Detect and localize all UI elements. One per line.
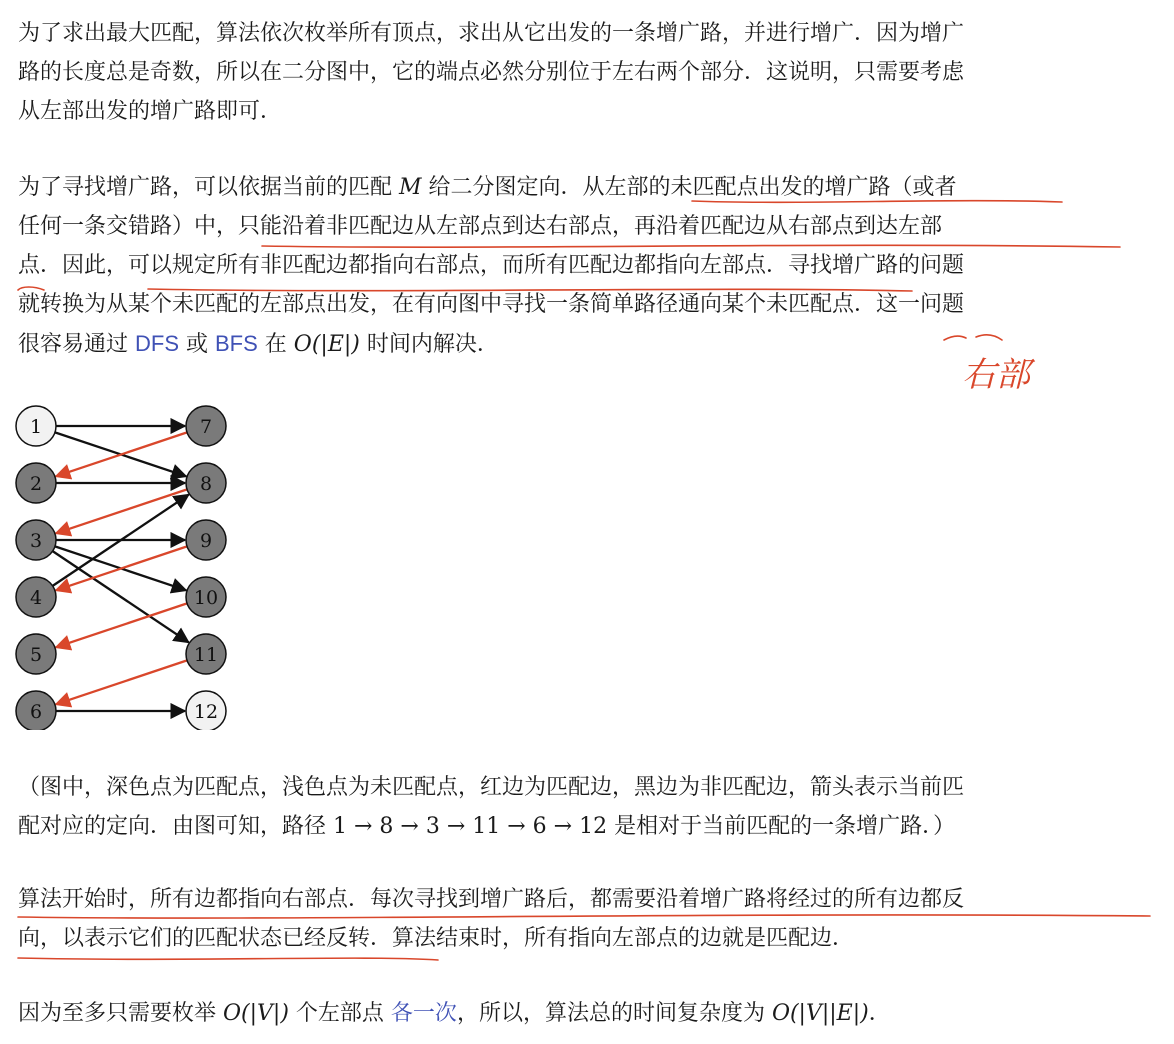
p4-line: 因为至多只需要枚举 O(|V|) 个左部点 各一次，所以，算法总的时间复杂度为 O(|V||E|)． (18, 1000, 891, 1026)
node-label-7: 7 (199, 416, 213, 438)
p3-line-2: 向，以表示它们的匹配状态已经反转．算法结束时，所有指向左部点的边就是匹配边． (18, 926, 855, 951)
node-label-1: 1 (29, 416, 43, 438)
graph-node-4 (16, 577, 56, 617)
matching-edge-11-6 (56, 660, 187, 704)
graph-node-6 (16, 691, 56, 730)
p2-line-2: 任何一条交错路）中，只能沿着非匹配边从左部点到达右部点，再沿着匹配边从右部点到达左部 (18, 214, 943, 239)
graph-node-3 (16, 520, 56, 560)
handwritten-note-right-part: 右部 (962, 355, 1030, 395)
graph-node-9 (186, 520, 226, 560)
p3-line-1: 算法开始时，所有边都指向右部点．每次寻找到增广路后，都需要沿着增广路将经过的所有边都反 (18, 887, 965, 912)
p2-line-3: 点．因此，可以规定所有非匹配边都指向右部点，而所有匹配边都指向左部点．寻找增广路的问题 (18, 253, 965, 278)
node-label-5: 5 (29, 644, 43, 666)
each-once-link[interactable]: 各一次 (390, 1000, 457, 1025)
graph-node-11 (186, 634, 226, 674)
p2-line-4: 就转换为从某个未匹配的左部点出发，在有向图中寻找一条简单路径通向某个未匹配点．这一问题 (18, 292, 965, 317)
edges-layer (53, 426, 189, 711)
math-o-ve: O(|V||E|) (771, 1001, 869, 1026)
paragraph-4 (18, 993, 1158, 1033)
p1-line-3: 从左部出发的增广路即可． (18, 99, 283, 124)
dfs-link[interactable]: DFS (135, 331, 179, 356)
caption-line-2: 配对应的定向．由图可知，路径 1 → 8 → 3 → 11 → 6 → 12 是相对于当前匹配的一条增广路．） (18, 814, 956, 839)
node-label-3: 3 (29, 530, 43, 552)
node-label-8: 8 (199, 473, 213, 495)
p1-line-2: 路的长度总是奇数，所以在二分图中，它的端点必然分别位于左右两个部分．这说明，只需要考虑 (18, 60, 965, 85)
node-label-11: 11 (193, 644, 219, 666)
math-m: M (399, 175, 422, 200)
graph-node-12 (186, 691, 226, 730)
bfs-link[interactable]: BFS (215, 331, 258, 356)
node-label-4: 4 (29, 587, 43, 609)
matching-edge-10-5 (56, 603, 187, 647)
node-label-2: 2 (29, 473, 43, 495)
bipartite-graph-figure (10, 400, 250, 730)
node-label-10: 10 (193, 587, 219, 609)
matching-edge-8-3 (56, 489, 187, 533)
figure-caption (18, 768, 1158, 846)
graph-node-1 (16, 406, 56, 446)
node-label-6: 6 (29, 701, 43, 723)
p2-line-1: 为了寻找增广路，可以依据当前的匹配 M 给二分图定向．从左部的未匹配点出发的增广路（或者 (18, 175, 957, 200)
math-o-e: O(|E|) (293, 332, 360, 357)
underline-6 (18, 958, 438, 960)
graph-node-5 (16, 634, 56, 674)
node-label-12: 12 (193, 701, 219, 723)
graph-node-7 (186, 406, 226, 446)
paragraph-3 (18, 880, 1158, 958)
p2-line-5: 很容易通过 DFS 或 BFS 在 O(|E|) 时间内解决． (18, 331, 499, 357)
paragraph-2 (18, 168, 1158, 364)
graph-node-8 (186, 463, 226, 503)
caption-line-1: （图中，深色点为匹配点，浅色点为未匹配点，红边为匹配边，黑边为非匹配边，箭头表示当前匹 (18, 775, 965, 800)
non-matching-edge-3-11 (53, 551, 189, 642)
p1-line-1: 为了求出最大匹配，算法依次枚举所有顶点，求出从它出发的一条增广路，并进行增广．因为增广 (18, 21, 965, 46)
graph-node-2 (16, 463, 56, 503)
paragraph-1 (18, 14, 1158, 131)
graph-node-10 (186, 577, 226, 617)
node-label-9: 9 (199, 530, 213, 552)
math-o-v: O(|V|) (223, 1001, 289, 1026)
math-path: 1 → 8 → 3 → 11 → 6 → 12 (333, 814, 608, 839)
